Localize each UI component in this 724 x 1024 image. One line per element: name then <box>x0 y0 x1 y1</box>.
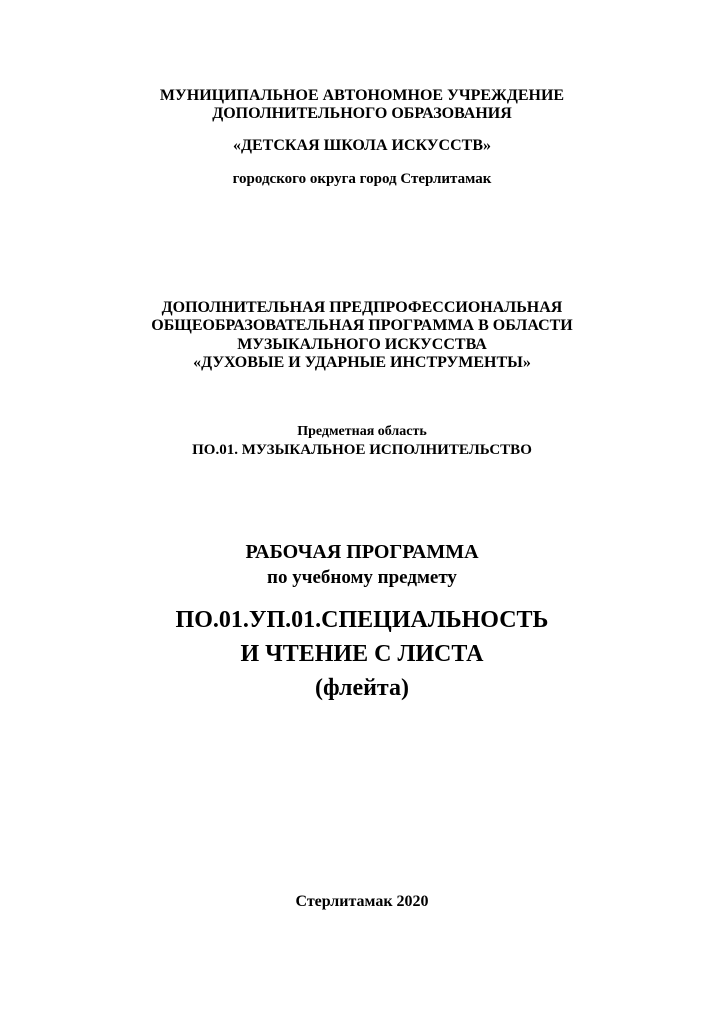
subject-area-label: Предметная область <box>297 424 427 439</box>
subject-title-line-1: ПО.01.УП.01.СПЕЦИАЛЬНОСТЬ <box>175 607 549 633</box>
program-line-1: ДОПОЛНИТЕЛЬНАЯ ПРЕДПРОФЕССИОНАЛЬНАЯ <box>161 299 563 316</box>
institution-line-2: ДОПОЛНИТЕЛЬНОГО ОБРАЗОВАНИЯ <box>212 105 512 122</box>
work-program-title: РАБОЧАЯ ПРОГРАММА <box>245 541 479 563</box>
work-program-subtitle: по учебному предмету <box>267 567 457 588</box>
place-and-year: Стерлитамак 2020 <box>295 893 429 910</box>
instrument-name: (флейта) <box>314 675 410 701</box>
subject-area-value: ПО.01. МУЗЫКАЛЬНОЕ ИСПОЛНИТЕЛЬСТВО <box>192 442 532 458</box>
program-line-4: «ДУХОВЫЕ И УДАРНЫЕ ИНСТРУМЕНТЫ» <box>193 354 531 371</box>
program-line-3: МУЗЫКАЛЬНОГО ИСКУССТВА <box>237 336 487 353</box>
institution-name: «ДЕТСКАЯ ШКОЛА ИСКУССТВ» <box>233 137 491 154</box>
subject-title-line-2: И ЧТЕНИЕ С ЛИСТА <box>240 641 484 667</box>
institution-district: городского округа город Стерлитамак <box>232 171 492 187</box>
program-line-2: ОБЩЕОБРАЗОВАТЕЛЬНАЯ ПРОГРАММА В ОБЛАСТИ <box>151 317 573 334</box>
institution-line-1: МУНИЦИПАЛЬНОЕ АВТОНОМНОЕ УЧРЕЖДЕНИЕ <box>159 87 565 104</box>
